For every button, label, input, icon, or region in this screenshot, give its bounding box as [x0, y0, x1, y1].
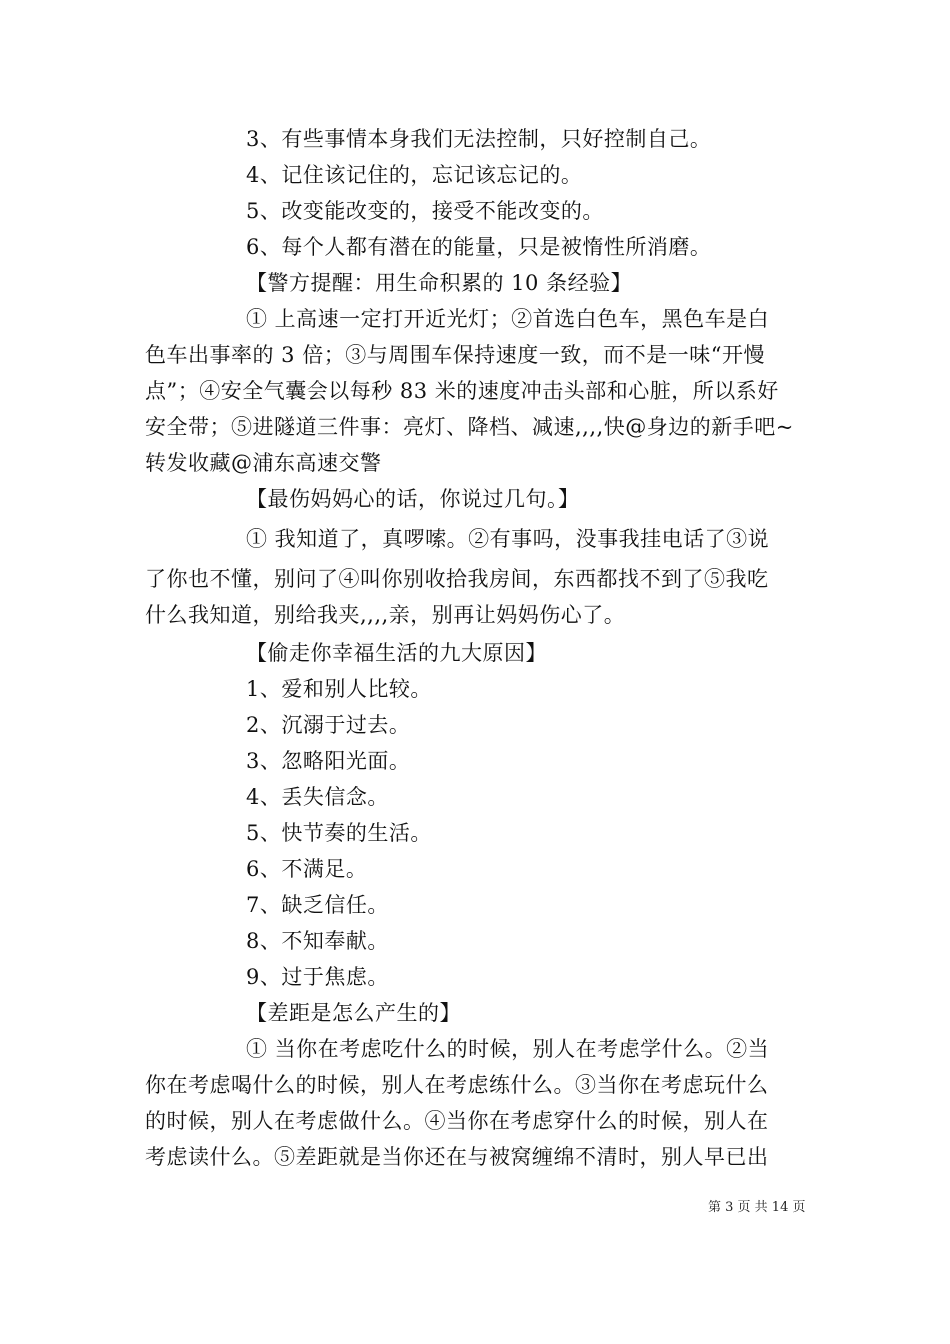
list-item: 9、过于焦虑。 [246, 965, 389, 989]
list-item: 1、爱和别人比较。 [246, 677, 432, 701]
list-item: 6、不满足。 [246, 857, 368, 881]
paragraph-line: 转发收藏@浦东高速交警 [145, 451, 382, 475]
section-heading: 【差距是怎么产生的】 [246, 1001, 461, 1025]
list-item: 4、记住该记住的，忘记该忘记的。 [246, 163, 583, 187]
section-heading: 【偷走你幸福生活的九大原因】 [246, 641, 547, 665]
paragraph-line: 你在考虑喝什么的时候，别人在考虑练什么。③当你在考虑玩什么 [145, 1073, 769, 1097]
list-item: 8、不知奉献。 [246, 929, 389, 953]
paragraph-line: 考虑读什么。⑤差距就是当你还在与被窝缠绵不清时，别人早已出 [145, 1145, 769, 1169]
list-item: 2、沉溺于过去。 [246, 713, 411, 737]
paragraph-line: 安全带；⑤进隧道三件事：亮灯、降档、减速,,,,快@身边的新手吧~ [145, 415, 794, 439]
page-number-footer: 第 3 页 共 14 页 [708, 1200, 806, 1215]
list-item: 5、快节奏的生活。 [246, 821, 432, 845]
paragraph-line: 色车出事率的 3 倍；③与周围车保持速度一致，而不是一味“开慢 [145, 343, 765, 367]
paragraph-line: ① 当你在考虑吃什么的时候，别人在考虑学什么。②当 [246, 1037, 770, 1061]
list-item: 3、忽略阳光面。 [246, 749, 411, 773]
paragraph-line: ① 我知道了，真啰嗦。②有事吗，没事我挂电话了③说 [246, 527, 770, 551]
list-item: 4、丢失信念。 [246, 785, 389, 809]
paragraph-line: ① 上高速一定打开近光灯；②首选白色车，黑色车是白 [246, 307, 770, 331]
paragraph-line: 什么我知道，别给我夹,,,,亲，别再让妈妈伤心了。 [145, 603, 626, 627]
list-item: 3、有些事情本身我们无法控制，只好控制自己。 [246, 127, 712, 151]
paragraph-line: 点”；④安全气囊会以每秒 83 米的速度冲击头部和心脏，所以系好 [145, 379, 779, 403]
list-item: 7、缺乏信任。 [246, 893, 389, 917]
list-item: 6、每个人都有潜在的能量，只是被惰性所消磨。 [246, 235, 712, 259]
paragraph-line: 的时候，别人在考虑做什么。④当你在考虑穿什么的时候，别人在 [145, 1109, 769, 1133]
paragraph-line: 了你也不懂，别问了④叫你别收拾我房间，东西都找不到了⑤我吃 [145, 567, 769, 591]
section-heading: 【最伤妈妈心的话，你说过几句。】 [246, 487, 580, 511]
list-item: 5、改变能改变的，接受不能改变的。 [246, 199, 604, 223]
section-heading: 【警方提醒：用生命积累的 10 条经验】 [246, 271, 633, 295]
